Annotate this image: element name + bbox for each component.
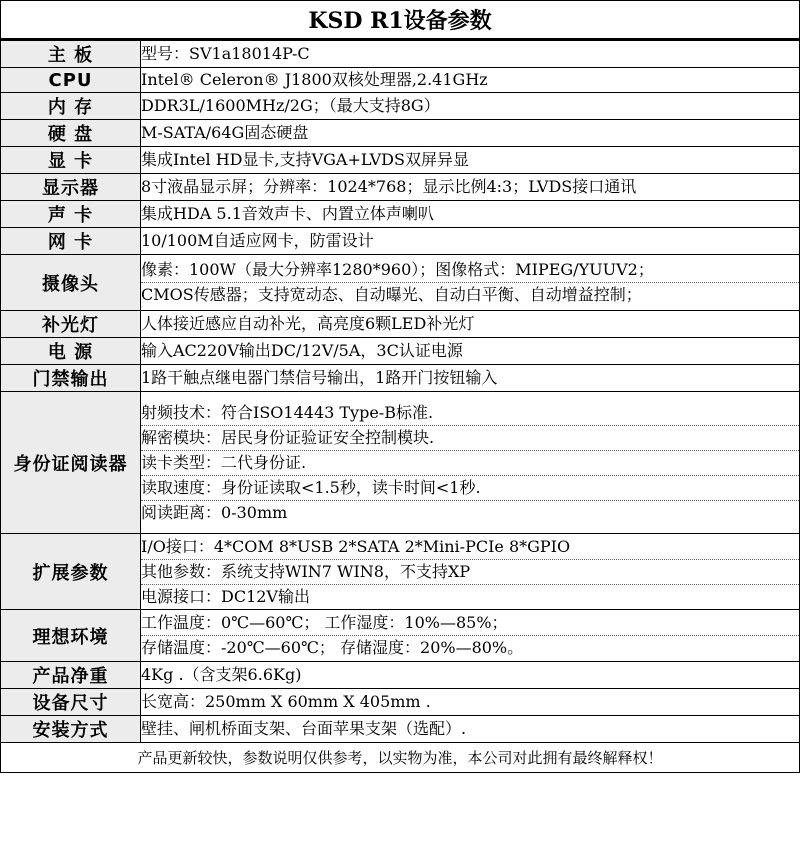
spec-value — [141, 610, 800, 662]
spec-value-line: 集成Intel HD显卡,支持VGA+LVDS双屏异显 — [141, 150, 469, 169]
spec-value-line: 长宽高：250mm X 60mm X 405mm . — [141, 692, 431, 711]
spec-value-line: M-SATA/64G固态硬盘 — [141, 123, 309, 142]
sheet-title: KSD R1设备参数 — [0, 0, 800, 40]
spec-value-line: 解密模块：居民身份证验证安全控制模块. — [141, 426, 799, 451]
spec-value-line: 读卡类型：二代身份证. — [141, 451, 799, 476]
spec-label: 扩展参数 — [1, 534, 141, 610]
spec-value — [141, 147, 800, 174]
disclaimer-footer: 产品更新较快，参数说明仅供参考，以实物为准，本公司对此拥有最终解释权！ — [0, 743, 800, 773]
spec-label: 理想环境 — [1, 610, 141, 662]
spec-row — [1, 174, 800, 201]
spec-label: 主 板 — [1, 41, 141, 68]
spec-row — [1, 365, 800, 392]
spec-label: 门禁输出 — [1, 365, 141, 392]
spec-value-line: 读取速度：身份证读取<1.5秒，读卡时间<1秒. — [141, 476, 799, 501]
spec-label: 产品净重 — [1, 662, 141, 689]
spec-label: 补光灯 — [1, 311, 141, 338]
spec-row — [1, 338, 800, 365]
spec-row — [1, 147, 800, 174]
spec-value-line: 工作温度：0℃—60℃； 工作湿度：10%—85%； — [141, 611, 799, 636]
spec-value-line: 其他参数：系统支持WIN7 WIN8，不支持XP — [141, 560, 799, 585]
spec-value-line: 像素：100W（最大分辨率1280*960）；图像格式：MIPEG/YUUV2； — [141, 258, 799, 283]
spec-label: 声 卡 — [1, 201, 141, 228]
spec-label: 摄像头 — [1, 255, 141, 311]
spec-value — [141, 716, 800, 743]
spec-value — [141, 68, 800, 93]
spec-value-line: 存储温度：-20℃—60℃； 存储湿度：20%—80%。 — [141, 638, 524, 657]
spec-row — [1, 716, 800, 743]
spec-row — [1, 255, 800, 311]
spec-value-line: DDR3L/1600MHz/2G；（最大支持8G） — [141, 96, 440, 115]
spec-value — [141, 662, 800, 689]
spec-value-line: CMOS传感器；支持宽动态、自动曝光、自动白平衡、自动增益控制； — [141, 285, 642, 304]
spec-value-line: 壁挂、闸机桥面支架、台面苹果支架（选配）. — [141, 719, 467, 738]
spec-row — [1, 68, 800, 93]
spec-value-line: 人体接近感应自动补光，高亮度6颗LED补光灯 — [141, 314, 475, 333]
spec-value-line: 阅读距离：0-30mm — [141, 502, 288, 522]
spec-value — [141, 93, 800, 120]
spec-value-line: 10/100M自适应网卡，防雷设计 — [141, 231, 374, 250]
spec-value-line: 型号：SV1a18014P-C — [141, 44, 310, 63]
spec-value-line: 1路干触点继电器门禁信号输出，1路开门按钮输入 — [141, 368, 498, 387]
spec-row — [1, 534, 800, 610]
spec-row — [1, 392, 800, 534]
spec-row — [1, 228, 800, 255]
spec-value — [141, 201, 800, 228]
spec-row — [1, 201, 800, 228]
spec-value-line: 4Kg .（含支架6.6Kg) — [141, 665, 302, 684]
spec-value — [141, 174, 800, 201]
spec-value — [141, 228, 800, 255]
spec-row — [1, 662, 800, 689]
spec-label: 内 存 — [1, 93, 141, 120]
spec-row — [1, 93, 800, 120]
spec-value — [141, 120, 800, 147]
spec-label: 硬 盘 — [1, 120, 141, 147]
spec-value-line: Intel® Celeron® J1800双核处理器,2.41GHz — [141, 70, 488, 89]
spec-row — [1, 120, 800, 147]
spec-value-line: 电源接口：DC12V输出 — [141, 586, 310, 606]
spec-value — [141, 534, 800, 610]
spec-value — [141, 255, 800, 311]
spec-row — [1, 311, 800, 338]
spec-value-line: I/O接口：4*COM 8*USB 2*SATA 2*Mini-PCIe 8*GPIO — [141, 535, 799, 560]
spec-label: 设备尺寸 — [1, 689, 141, 716]
spec-label: 显示器 — [1, 174, 141, 201]
spec-value — [141, 392, 800, 534]
spec-value-line: 射频技术：符合ISO14443 Type-B标准. — [141, 401, 799, 426]
spec-value — [141, 41, 800, 68]
spec-table — [0, 40, 800, 743]
spec-row — [1, 610, 800, 662]
spec-value — [141, 338, 800, 365]
spec-label: CPU — [1, 68, 141, 93]
spec-label: 显 卡 — [1, 147, 141, 174]
spec-value-line: 集成HDA 5.1音效声卡、内置立体声喇叭 — [141, 204, 434, 223]
spec-label: 安装方式 — [1, 716, 141, 743]
spec-row — [1, 41, 800, 68]
spec-label: 网 卡 — [1, 228, 141, 255]
spec-row — [1, 689, 800, 716]
spec-label: 电 源 — [1, 338, 141, 365]
spec-label: 身份证阅读器 — [1, 392, 141, 534]
spec-value — [141, 311, 800, 338]
spec-value — [141, 689, 800, 716]
spec-value-line: 输入AC220V输出DC/12V/5A，3C认证电源 — [141, 341, 463, 360]
spec-value-line: 8寸液晶显示屏；分辨率：1024*768；显示比例4:3；LVDS接口通讯 — [141, 177, 637, 196]
spec-value — [141, 365, 800, 392]
